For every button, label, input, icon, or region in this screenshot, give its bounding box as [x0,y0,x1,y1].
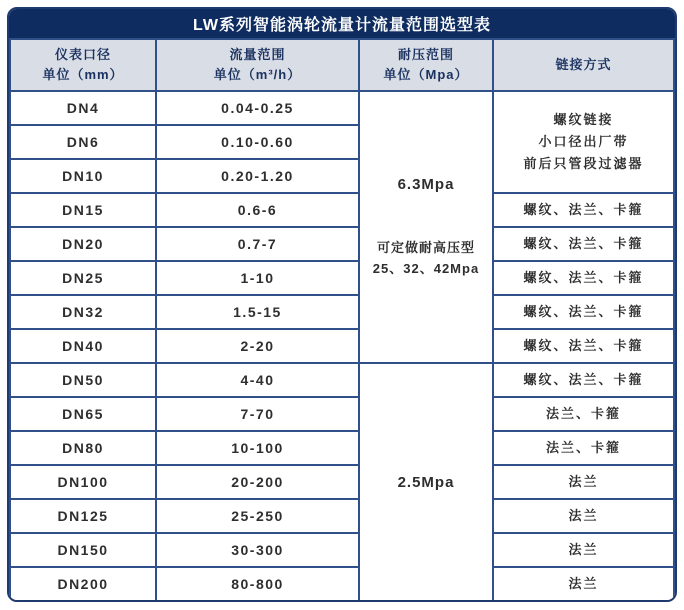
table-row-dn125 [10,499,674,533]
connection-line3: 前后只管段过滤器 [523,156,644,171]
diameter-cell: DN32 [10,295,156,329]
diameter-cell: DN80 [10,431,156,465]
header-connection-label: 链接方式 [555,57,612,72]
flow-range-cell: 0.20-1.20 [156,159,359,193]
flow-range-cell: 4-40 [156,363,359,397]
connection-cell: 法兰、卡箍 [493,431,674,465]
connection-cell: 螺纹、法兰、卡箍 [493,193,674,227]
diameter-cell: DN10 [10,159,156,193]
flow-range-cell: 1-10 [156,261,359,295]
flow-range-cell: 0.04-0.25 [156,91,359,125]
diameter-cell: DN6 [10,125,156,159]
diameter-cell: DN150 [10,533,156,567]
table-row-dn50 [10,363,674,397]
table-header-row [10,39,674,91]
table-row-dn25 [10,261,674,295]
header-pressure-line1: 耐压范围 [397,47,454,62]
table-row-dn32 [10,295,674,329]
diameter-cell: DN100 [10,465,156,499]
connection-cell: 螺纹、法兰、卡箍 [493,363,674,397]
diameter-cell: DN125 [10,499,156,533]
header-pressure-line2: 单位（Mpa） [383,67,469,82]
flow-range-cell: 2-20 [156,329,359,363]
header-diameter-line2: 单位（mm） [42,67,124,82]
table-row-dn20 [10,227,674,261]
flow-range-cell: 0.10-0.60 [156,125,359,159]
flow-range-cell: 10-100 [156,431,359,465]
flowmeter-selection-table [9,38,675,602]
table-row-dn100 [10,465,674,499]
connection-line2: 小口径出厂带 [538,134,629,149]
pressure-value: 6.3Mpa [397,175,455,193]
table-row-dn15 [10,193,674,227]
connection-line1: 螺纹链接 [553,112,614,127]
connection-cell: 法兰、卡箍 [493,397,674,431]
pressure-note [360,237,492,279]
flow-range-cell: 7-70 [156,397,359,431]
flow-range-cell: 1.5-15 [156,295,359,329]
header-diameter [10,39,156,91]
pressure-cell-low [359,363,493,601]
table-row-dn65 [10,397,674,431]
connection-cell: 法兰 [493,567,674,601]
header-connection [493,39,674,91]
diameter-cell: DN200 [10,567,156,601]
flow-range-cell: 80-800 [156,567,359,601]
diameter-cell: DN65 [10,397,156,431]
header-flow-range [156,39,359,91]
table-row-dn80 [10,431,674,465]
diameter-cell: DN25 [10,261,156,295]
table-title: LW系列智能涡轮流量计流量范围选型表 [193,17,491,34]
connection-cell: 螺纹、法兰、卡箍 [493,261,674,295]
diameter-cell: DN15 [10,193,156,227]
connection-cell: 法兰 [493,533,674,567]
table-row-dn200 [10,567,674,601]
flow-range-cell: 0.7-7 [156,227,359,261]
connection-cell: 法兰 [493,465,674,499]
diameter-cell: DN40 [10,329,156,363]
diameter-cell: DN4 [10,91,156,125]
pressure-note-line1: 可定做耐高压型 [376,239,475,255]
connection-cell: 螺纹、法兰、卡箍 [493,295,674,329]
header-flow-line2: 单位（m³/h） [213,67,302,82]
table-row-dn4 [10,91,674,125]
flow-range-cell: 30-300 [156,533,359,567]
flow-range-cell: 20-200 [156,465,359,499]
connection-cell: 螺纹、法兰、卡箍 [493,329,674,363]
table-title-bar [9,9,675,38]
pressure-cell-high [359,91,493,363]
connection-cell-small-diameter [493,91,674,193]
connection-cell: 螺纹、法兰、卡箍 [493,227,674,261]
flow-range-cell: 0.6-6 [156,193,359,227]
pressure-note-line2: 25、32、42Mpa [372,260,480,276]
selection-table-frame [7,7,677,602]
diameter-cell: DN20 [10,227,156,261]
diameter-cell: DN50 [10,363,156,397]
header-pressure-range [359,39,493,91]
connection-cell: 法兰 [493,499,674,533]
header-flow-line1: 流量范围 [229,47,286,62]
table-row-dn150 [10,533,674,567]
flow-range-cell: 25-250 [156,499,359,533]
pressure-value: 2.5Mpa [397,473,455,491]
header-diameter-line1: 仪表口径 [54,47,111,62]
table-row-dn40 [10,329,674,363]
